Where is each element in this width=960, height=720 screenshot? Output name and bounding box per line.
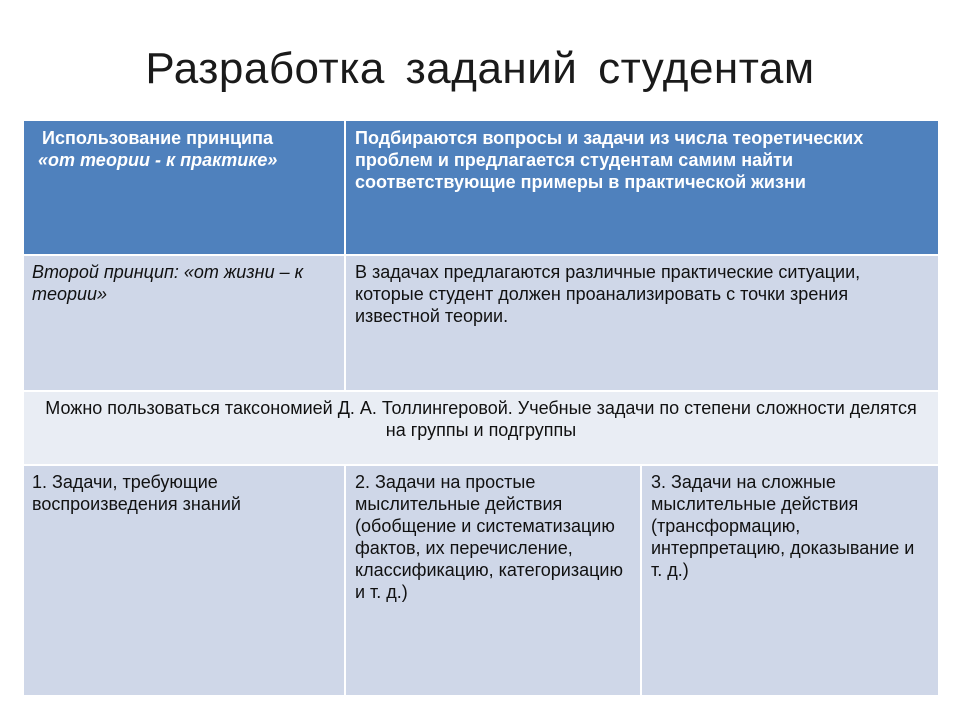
row4-col1-cell [24, 465, 345, 695]
header-left-line2: «от теории - к практике» [38, 150, 278, 170]
row2-right-cell [345, 255, 938, 391]
row2-left-text: Второй принцип: «от жизни – к теории» [32, 262, 304, 304]
column-divider [344, 121, 346, 391]
header-left-line1: Использование принципа [42, 128, 273, 148]
header-right-text: Подбираются вопросы и задачи из числа теоретических проблем и предлагается студентам самим найти соответствующие примеры в практической жизни [355, 128, 864, 192]
row-divider [24, 254, 938, 256]
row4-col2-cell [345, 465, 641, 695]
row3-text: Можно пользоваться таксономией Д. А. Толлингеровой. Учебные задачи по степени сложности делятся на группы и подгруппы [45, 398, 917, 440]
row4-col1-text: 1. Задачи, требующие воспроизведения знаний [32, 472, 241, 514]
column-divider [344, 465, 346, 695]
row4-col2-text: 2. Задачи на простые мыслительные действия (обобщение и систематизацию фактов, их перечисление, классификацию, категоризацию и т. д.) [355, 472, 623, 602]
row3-cell [24, 391, 938, 465]
header-left-cell [24, 121, 345, 255]
row2-left-cell [24, 255, 345, 391]
row2-right-text: В задачах предлагаются различные практические ситуации, которые студент должен проанализировать с точки зрения известной теории. [355, 262, 861, 326]
page-title: Разработка заданий студентам [145, 44, 815, 93]
column-divider [640, 465, 642, 695]
task-table [24, 121, 938, 695]
row4-col3-text: 3. Задачи на сложные мыслительные действия (трансформацию, интерпретацию, доказывание и т. д.) [651, 472, 915, 580]
row-divider [24, 390, 938, 392]
row-divider [24, 464, 938, 466]
row4-col3-cell [641, 465, 938, 695]
header-right-cell [345, 121, 938, 255]
